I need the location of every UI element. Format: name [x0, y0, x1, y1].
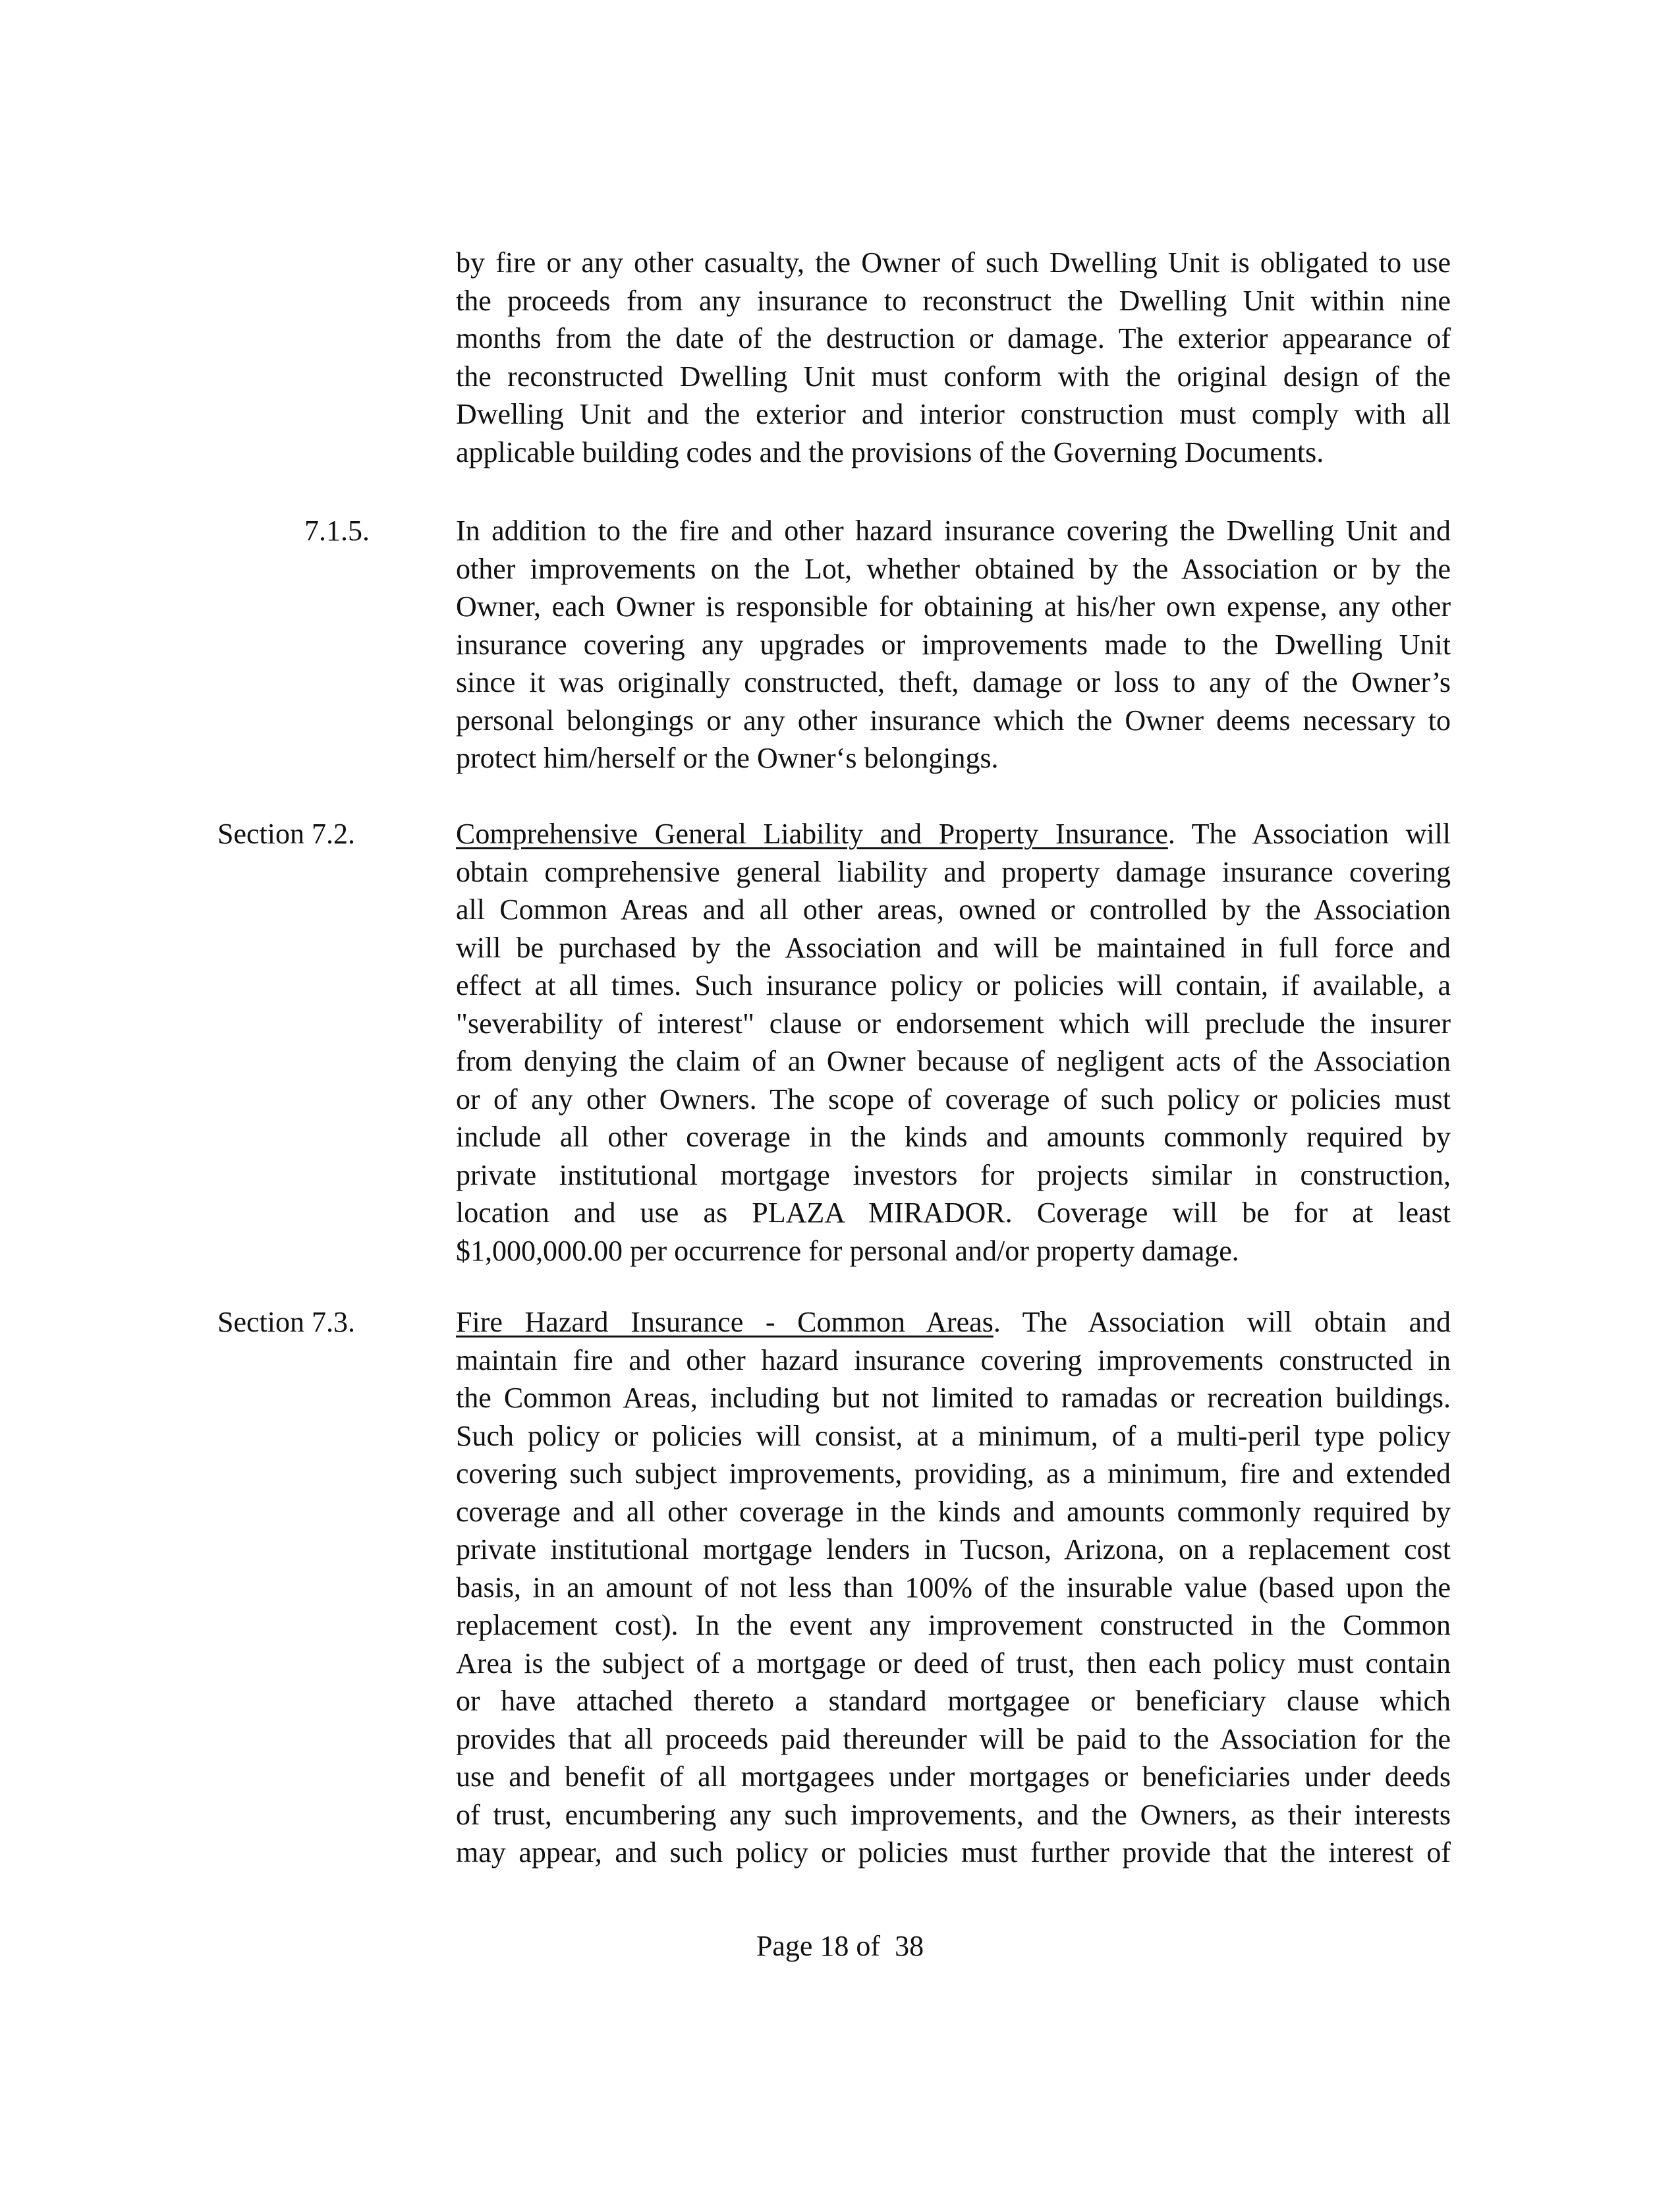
paragraph-line: private institutional mortgage investors for projects similar in construction,	[456, 1158, 1451, 1191]
paragraph-line: Area is the subject of a mortgage or deed of trust, then each policy must contain	[456, 1647, 1451, 1679]
paragraph-line: applicable building codes and the provisions of the Governing Documents.	[456, 436, 1324, 468]
paragraph-line: include all other coverage in the kinds and amounts commonly required by	[456, 1121, 1451, 1153]
page-number-footer: Page 18 of 38	[756, 1930, 924, 1962]
heading-continuation: . The Association will obtain and	[993, 1306, 1451, 1338]
paragraph-line: $1,000,000.00 per occurrence for personal and/or property damage.	[456, 1234, 1239, 1267]
paragraph-line: or of any other Owners. The scope of coverage of such policy or policies must	[456, 1083, 1451, 1115]
paragraph-line: location and use as PLAZA MIRADOR. Coverage will be for at least	[456, 1197, 1451, 1229]
paragraph-line: "severability of interest" clause or endorsement which will preclude the insurer	[456, 1007, 1451, 1040]
paragraph-line: will be purchased by the Association and will be maintained in full force and	[456, 931, 1451, 964]
paragraph-line: months from the date of the destruction or damage. The exterior appearance of	[456, 322, 1451, 354]
paragraph-line: effect at all times. Such insurance policy or policies will contain, if available, a	[456, 969, 1451, 1001]
section-number: Section 7.3.	[217, 1306, 355, 1338]
paragraph-first-line	[456, 815, 1451, 853]
paragraph-line: or have attached thereto a standard mortgagee or beneficiary clause which	[456, 1685, 1451, 1717]
paragraph-line: personal belongings or any other insurance which the Owner deems necessary to	[456, 704, 1451, 737]
paragraph-first-line	[456, 1303, 1451, 1341]
paragraph-line: provides that all proceeds paid thereunder will be paid to the Association for the	[456, 1722, 1451, 1755]
paragraph-line: from denying the claim of an Owner because of negligent acts of the Association	[456, 1045, 1451, 1077]
paragraph-line: basis, in an amount of not less than 100% of the insurable value (based upon the	[456, 1571, 1451, 1604]
paragraph-line: Dwelling Unit and the exterior and interior construction must comply with all	[456, 398, 1451, 430]
section-heading: Comprehensive General Liability and Property Insurance	[456, 818, 1168, 850]
paragraph-line: obtain comprehensive general liability and property damage insurance covering	[456, 855, 1451, 888]
paragraph-line: use and benefit of all mortgagees under mortgages or beneficiaries under deeds	[456, 1760, 1451, 1793]
paragraph-line: Owner, each Owner is responsible for obtaining at his/her own expense, any other	[456, 590, 1451, 623]
paragraph-line: since it was originally constructed, theft, damage or loss to any of the Owner’s	[456, 666, 1451, 698]
paragraph-line: protect him/herself or the Owner‘s belongings.	[456, 742, 999, 774]
paragraph-line: the reconstructed Dwelling Unit must conform with the original design of the	[456, 360, 1451, 393]
paragraph-line: Such policy or policies will consist, at a minimum, of a multi-peril type policy	[456, 1419, 1451, 1452]
paragraph-line: other improvements on the Lot, whether obtained by the Association or by the	[456, 552, 1451, 585]
paragraph-line: private institutional mortgage lenders in Tucson, Arizona, on a replacement cost	[456, 1533, 1451, 1565]
paragraph-line: replacement cost). In the event any improvement constructed in the Common	[456, 1609, 1451, 1641]
paragraph-line: the proceeds from any insurance to reconstruct the Dwelling Unit within nine	[456, 284, 1451, 317]
paragraph-line: maintain fire and other hazard insurance covering improvements constructed in	[456, 1343, 1451, 1376]
paragraph-line: coverage and all other coverage in the kinds and amounts commonly required by	[456, 1495, 1451, 1528]
paragraph-line: covering such subject improvements, providing, as a minimum, fire and extended	[456, 1457, 1451, 1490]
subsection-7-1-5-paragraph	[456, 512, 1451, 777]
section-7-2-paragraph	[456, 815, 1451, 1270]
paragraph-line: by fire or any other casualty, the Owner of such Dwelling Unit is obligated to use	[456, 246, 1451, 279]
paragraph-line: In addition to the fire and other hazard insurance covering the Dwelling Unit and	[456, 515, 1451, 547]
section-number: Section 7.2.	[217, 818, 355, 850]
paragraph-line: insurance covering any upgrades or improvements made to the Dwelling Unit	[456, 628, 1451, 661]
paragraph-line: all Common Areas and all other areas, owned or controlled by the Association	[456, 893, 1451, 926]
paragraph-line: of trust, encumbering any such improvements, and the Owners, as their interests	[456, 1798, 1451, 1831]
paragraph-line: the Common Areas, including but not limited to ramadas or recreation buildings.	[456, 1382, 1451, 1414]
continuation-paragraph	[456, 244, 1451, 471]
section-heading: Fire Hazard Insurance - Common Areas	[456, 1306, 994, 1338]
subsection-number: 7.1.5.	[304, 515, 370, 547]
section-7-3-paragraph	[456, 1303, 1451, 1872]
heading-continuation: . The Association will	[1167, 818, 1451, 850]
paragraph-line: may appear, and such policy or policies must further provide that the interest of	[456, 1836, 1451, 1869]
